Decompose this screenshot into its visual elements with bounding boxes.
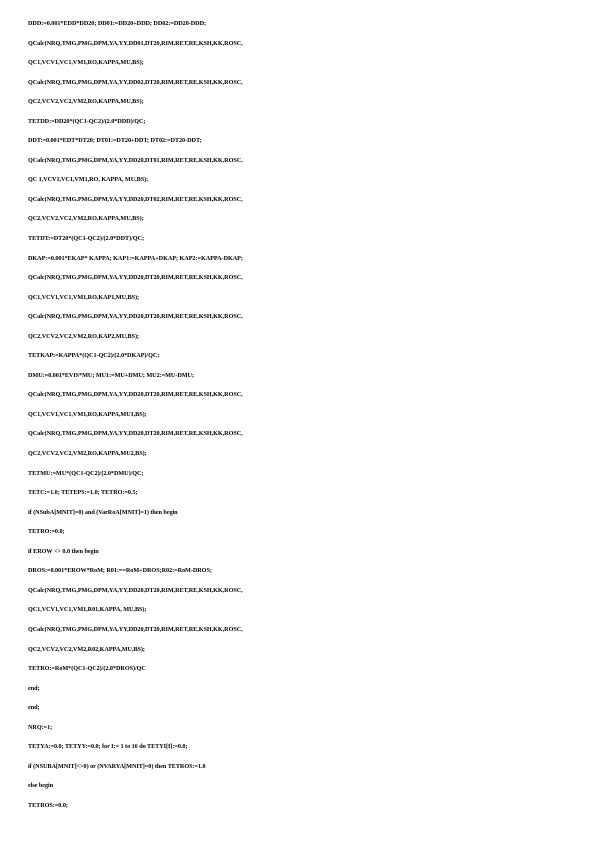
code-line: QC2,VCV2,VC2,VM2,RO,KAPPA,MU2,BS); bbox=[28, 450, 147, 458]
code-line: QC1,VCV1,VC1,VM1,R01,KAPPA, MU,BS); bbox=[28, 606, 147, 614]
code-line: DKAP:=0.001*EKAP* KAPPA; KAP1:=KAPPA+DKAP; KAP2:=KAPPA-DKAP; bbox=[28, 254, 243, 262]
code-line: DROS:=0.001*EROW*RoM; R01:==RoM+DROS;R02:=RoM-DROS; bbox=[28, 567, 212, 575]
code-line: else begin bbox=[28, 782, 54, 790]
code-line: QC1,VCV1,VC1,VM1,RO,KAP1,MU,BS); bbox=[28, 293, 139, 301]
code-line: QCalc(NRQ,TMG,PMG,DPM,YA,YY,DD20,DT20,RIM,RET,RE,KSH,KK,ROSC, bbox=[28, 586, 243, 594]
code-line: QC1,VCV1,VC1,VM1,RO,KAPPA,MU1,BS); bbox=[28, 410, 147, 418]
code-line: TETDT:=DT20*(QC1-QC2)/(2.0*DDT)/QC; bbox=[28, 235, 144, 243]
code-line: QC2,VCV2,VC2,VM2,R02,KAPPA,MU,BS); bbox=[28, 645, 145, 653]
code-line: QC 1,VCV1,VC1,VM1,RO, KAPPA, MU,BS); bbox=[28, 176, 149, 184]
code-line: TETDD:=DD20*(QC1-QC2)/(2.0*DDD)/QC; bbox=[28, 117, 146, 125]
code-line: TETC:=1.0; TETEPS:=1.0; TETRO:=0.5; bbox=[28, 489, 138, 497]
code-listing bbox=[28, 16, 588, 817]
code-line: TETKAP:=KAPPA*(QC1-QC2)/(2.0*DKAP)/QC; bbox=[28, 352, 160, 360]
code-line: if (NSUBA[MNIT]<>0) or (NVARYA[MNIT]=0) then TETROS:=1.0 bbox=[28, 762, 206, 770]
code-line: end; bbox=[28, 704, 40, 712]
code-line: end; bbox=[28, 684, 40, 692]
code-line: QCalc(NRQ,TMG,PMG,DPM,YA,YY,DD20,DT20,RIM,RET,RE,KSH,KK,ROSC, bbox=[28, 430, 243, 438]
code-line: TETMU:=MU*(QC1-QC2)/(2.0*DMU)/QC; bbox=[28, 469, 144, 477]
code-line: QC2,VCV2,VC2,VM2,RO,KAP2,MU,BS); bbox=[28, 332, 139, 340]
code-line: TETYA:=0.0; TETYY:=0.0; for I:= 1 to 16 do TETYI[I]:=0.0; bbox=[28, 743, 188, 751]
code-line: QC1,VCV1,VC1,VM1,RO,KAPPA,MU,BS); bbox=[28, 59, 144, 67]
code-line: QCalc(NRQ,TMG,PMG,DPM,YA,YY,DD20,DT20,RIM,RET,RE,KSH,KK,ROSC, bbox=[28, 274, 243, 282]
code-line: if EROW <> 0.0 then begin bbox=[28, 547, 99, 555]
code-line: QC2,VCV2,VC2,VM2,RO,KAPPA,MU,BS); bbox=[28, 98, 144, 106]
code-line: DMU:=0.001*EVIS*MU; MU1:=MU+DMU; MU2:=MU-DMU; bbox=[28, 371, 194, 379]
code-line: NRQ:=1; bbox=[28, 723, 53, 731]
code-line: TETROS:=0.0; bbox=[28, 801, 68, 809]
code-line: QCalc(NRQ,TMG,PMG,DPM,YA,YY,DD20,DT01,RIM,RET,RE,KSH,KK,ROSC, bbox=[28, 156, 243, 164]
code-line: QCalc(NRQ,TMG,PMG,DPM,YA,YY,DD20,DT20,RIM,RET,RE,KSH,KK,ROSC, bbox=[28, 313, 243, 321]
code-line: QCalc(NRQ,TMG,PMG,DPM,YA,YY,DD20,DT20,RIM,RET,RE,KSH,KK,ROSC, bbox=[28, 391, 243, 399]
code-line: QC2,VCV2,VC2,VM2,RO,KAPPA,MU,BS); bbox=[28, 215, 144, 223]
code-line: QCalc(NRQ,TMG,PMG,DPM,YA,YY,DD20,DT20,RIM,RET,RE,KSH,KK,ROSC, bbox=[28, 625, 243, 633]
code-line: DDD:=0.001*EDD*DD20; DD01:=DD20+DDD; DD02:=DD20-DDD; bbox=[28, 20, 207, 27]
code-line: QCalc(NRQ,TMG,PMG,DPM,YA,YY,DD01,DT20,RIM,RET,RE,KSH,KK,ROSC, bbox=[28, 39, 243, 47]
code-line: if (NSubA[MNIT]=0) and (VarRoA[MNIT]=1) then begin bbox=[28, 508, 178, 516]
code-line: TETRO:=0.0; bbox=[28, 528, 65, 536]
code-line: DDT:=0.001*EDT*DT20; DT01:=DT20+DDT; DT02:=DT20-DDT; bbox=[28, 137, 202, 145]
code-line: QCalc(NRQ,TMG,PMG,DPM,YA,YY,DD02,DT20,RIM,RET,RE,KSH,KK,ROSC, bbox=[28, 78, 243, 86]
code-line: TETRO:=RoM*(QC1-QC2)/(2.0*DROS)/QC bbox=[28, 665, 146, 673]
code-line: QCalc(NRQ,TMG,PMG,DPM,YA,YY,DD20,DT02,RIM,RET,RE,KSH,KK,ROSC, bbox=[28, 195, 243, 203]
